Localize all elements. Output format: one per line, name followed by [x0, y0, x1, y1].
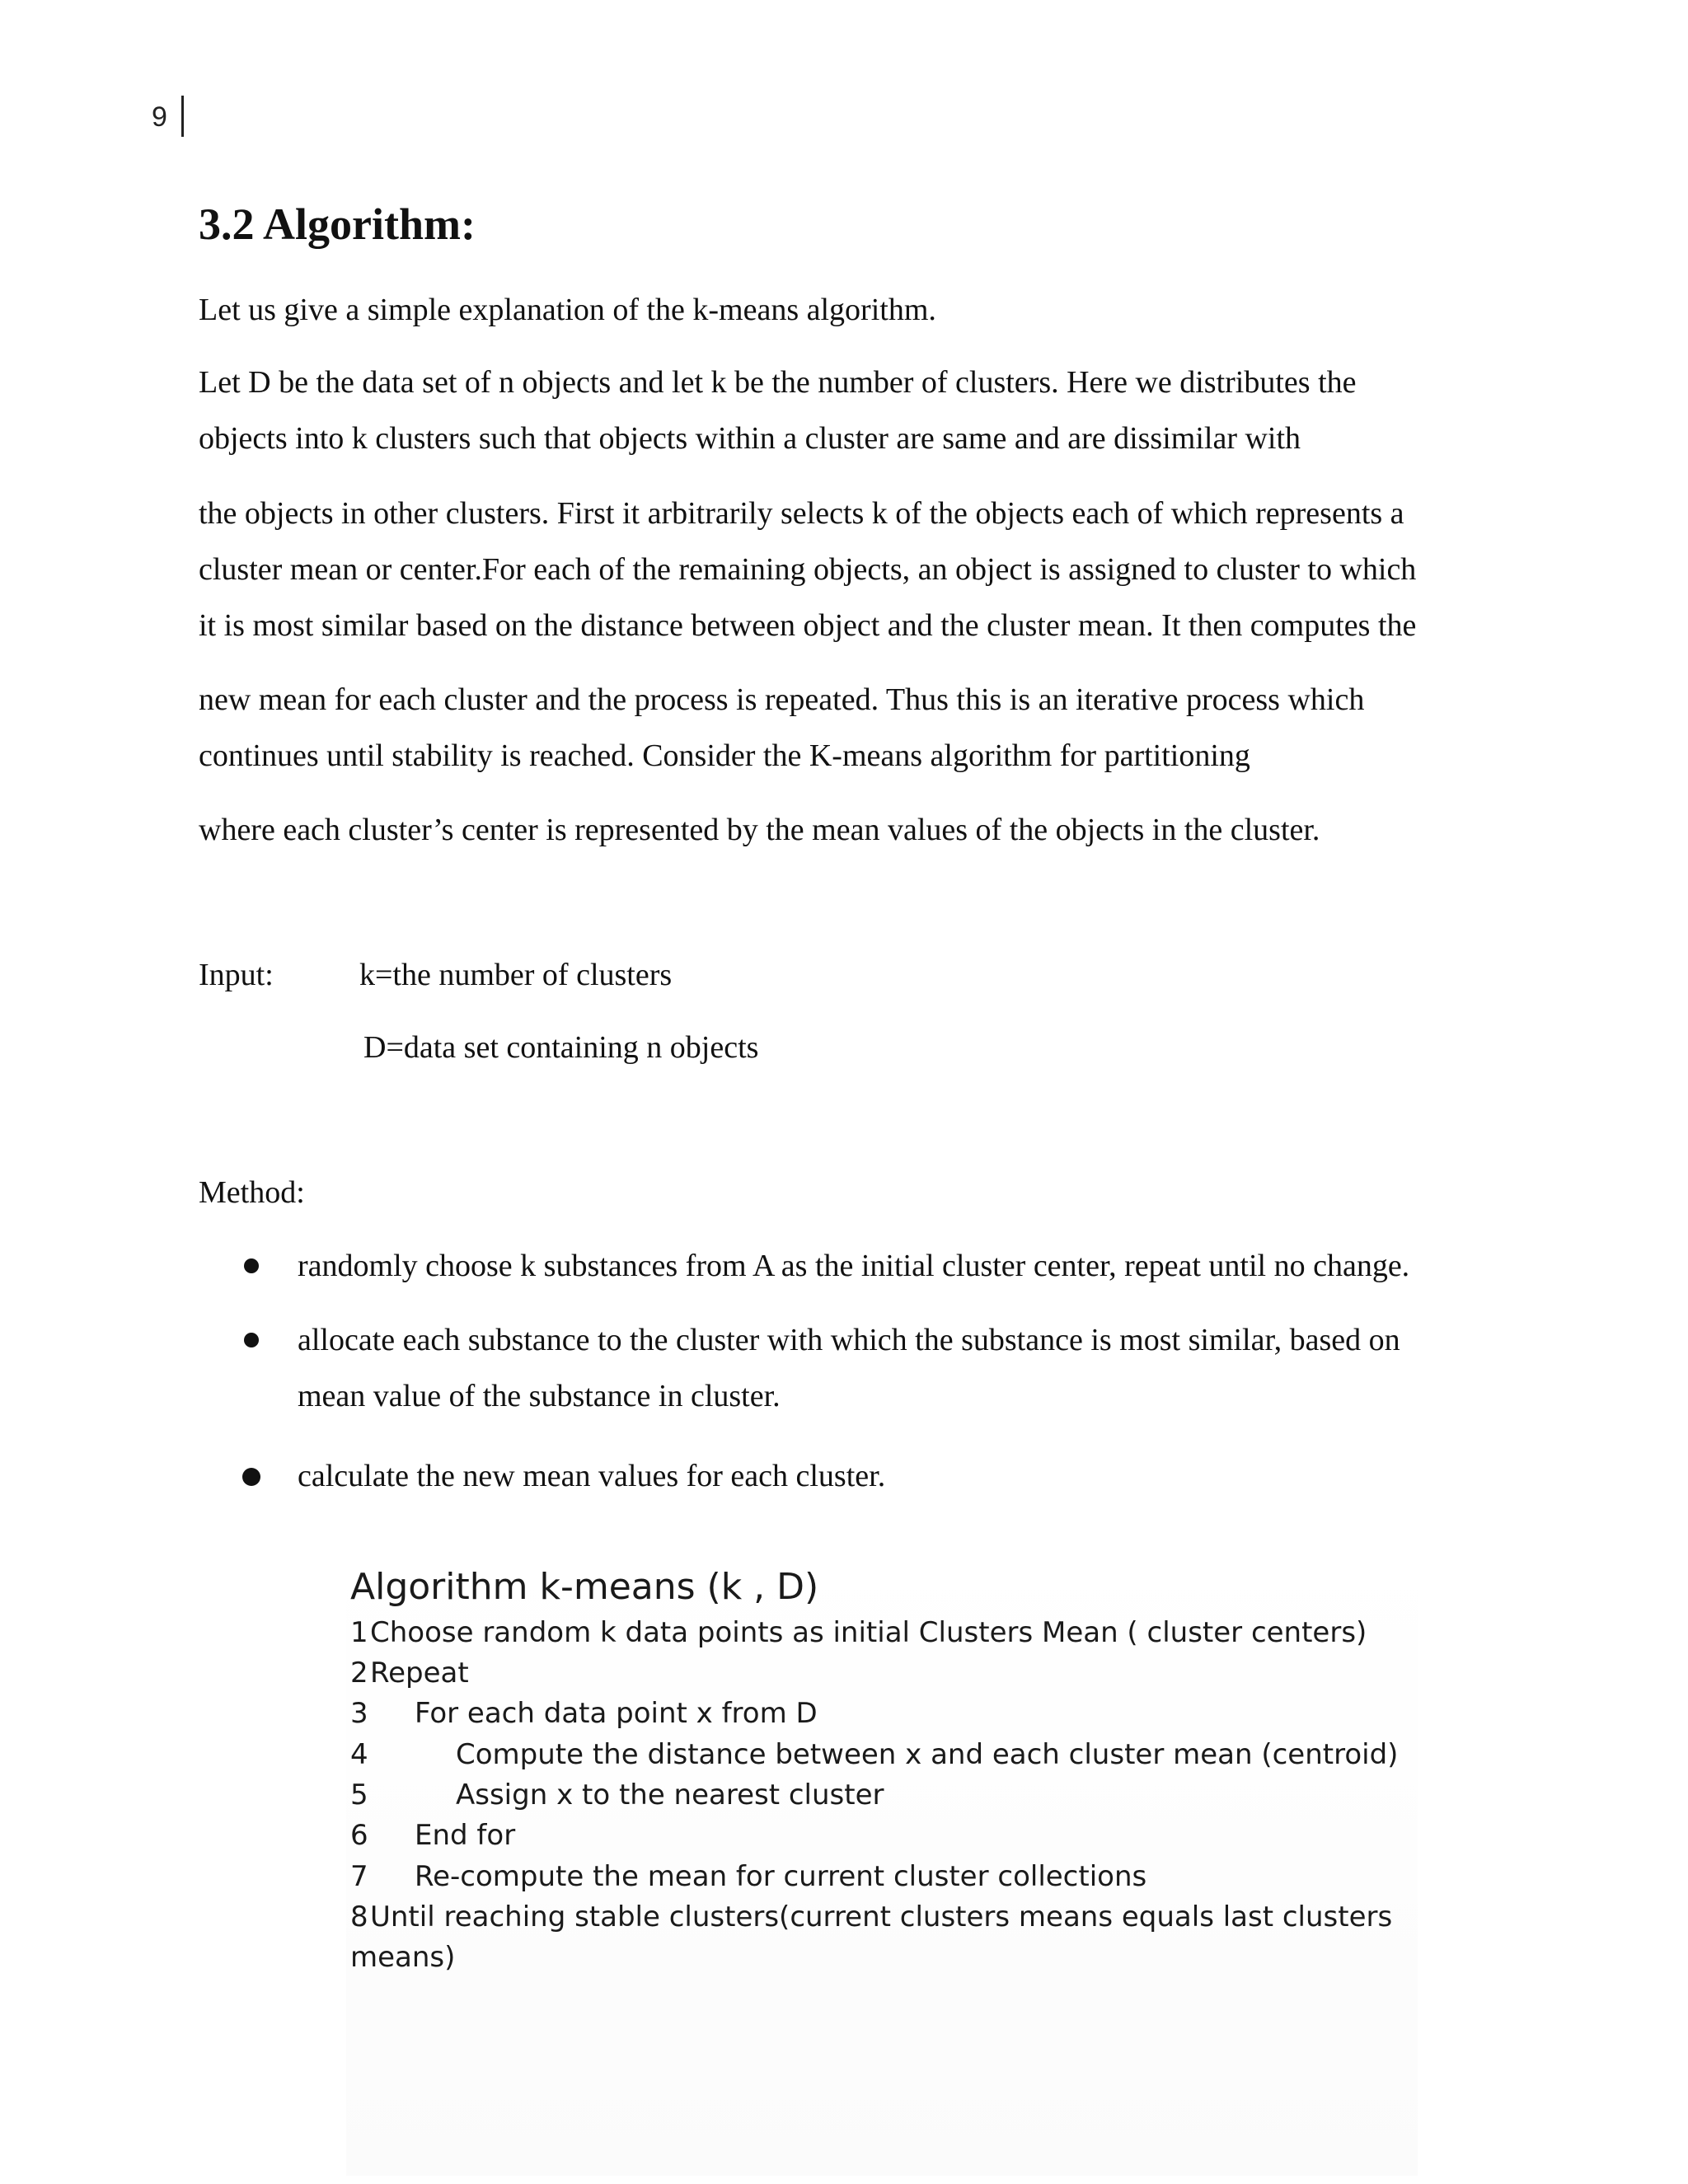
paragraph-line: cluster mean or center.For each of the remaining objects, an object is assigned to cluster to which: [199, 552, 1417, 587]
algorithm-line-number: 5: [350, 1779, 368, 1811]
algorithm-line-text: Compute the distance between x and each cluster mean (centroid): [456, 1738, 1399, 1771]
algorithm-line-text: Until reaching stable clusters(current clusters means equals last clusters: [370, 1900, 1393, 1933]
page-number: 9: [152, 101, 167, 133]
algorithm-line-number: 8: [350, 1900, 368, 1933]
algorithm-line-number: 1: [350, 1616, 368, 1649]
algorithm-line: [350, 1736, 1398, 1774]
paragraph-line: Let D be the data set of n objects and let k be the number of clusters. Here we distributes the: [199, 365, 1357, 400]
algorithm-line-number: 3: [350, 1697, 368, 1730]
paragraph-line: continues until stability is reached. Consider the K-means algorithm for partitioning: [199, 738, 1250, 773]
algorithm-line-text: Choose random k data points as initial Clusters Mean ( cluster centers): [370, 1616, 1367, 1649]
intro-line: Let us give a simple explanation of the k-means algorithm.: [199, 293, 936, 327]
section-heading: 3.2 Algorithm:: [199, 199, 476, 249]
algorithm-line-text: End for: [415, 1819, 516, 1852]
method-label: Method:: [199, 1175, 305, 1210]
algorithm-title: Algorithm k-means (k , D): [350, 1566, 819, 1608]
bullet-dot: [244, 1333, 259, 1347]
bullet-dot: [242, 1468, 260, 1486]
algorithm-line-text: Assign x to the nearest cluster: [456, 1779, 884, 1811]
algorithm-line: [350, 1654, 469, 1692]
algorithm-line-number: 7: [350, 1860, 368, 1893]
method-item: calculate the new mean values for each cluster.: [298, 1459, 886, 1493]
paragraph-line: it is most similar based on the distance between object and the cluster mean. It then computes the: [199, 608, 1417, 643]
method-item: randomly choose k substances from A as the initial cluster center, repeat until no change.: [298, 1249, 1410, 1283]
algorithm-line-number: 4: [350, 1738, 368, 1771]
algorithm-line-text: For each data point x from D: [415, 1697, 818, 1730]
paragraph-line: new mean for each cluster and the process is repeated. Thus this is an iterative process which: [199, 682, 1365, 717]
input-value-k: k=the number of clusters: [359, 958, 673, 992]
paragraph-line: where each cluster’s center is represented by the mean values of the objects in the cluster.: [199, 813, 1320, 847]
algorithm-line-number: 6: [350, 1819, 368, 1852]
page-number-rule: [181, 96, 184, 137]
algorithm-line-text: Re-compute the mean for current cluster collections: [415, 1860, 1147, 1893]
algorithm-line: [350, 1938, 455, 1976]
algorithm-line: [350, 1776, 884, 1814]
paragraph-line: objects into k clusters such that objects within a cluster are same and are dissimilar with: [199, 421, 1301, 456]
algorithm-line: [350, 1614, 1367, 1652]
bullet-dot: [244, 1258, 259, 1273]
algorithm-line-number: 2: [350, 1657, 368, 1690]
input-label: Input:: [199, 958, 274, 992]
algorithm-line: [350, 1816, 515, 1854]
paragraph-line: the objects in other clusters. First it arbitrarily selects k of the objects each of which represents a: [199, 496, 1404, 531]
method-item-continuation: mean value of the substance in cluster.: [298, 1379, 781, 1413]
algorithm-line: [350, 1694, 818, 1732]
algorithm-line: [350, 1898, 1392, 1936]
algorithm-line: [350, 1858, 1146, 1896]
input-value-d: D=data set containing n objects: [363, 1030, 759, 1065]
algorithm-line-text: means): [350, 1941, 456, 1974]
algorithm-line-text: Repeat: [370, 1657, 469, 1690]
method-item: allocate each substance to the cluster with which the substance is most similar, based on: [298, 1323, 1400, 1357]
